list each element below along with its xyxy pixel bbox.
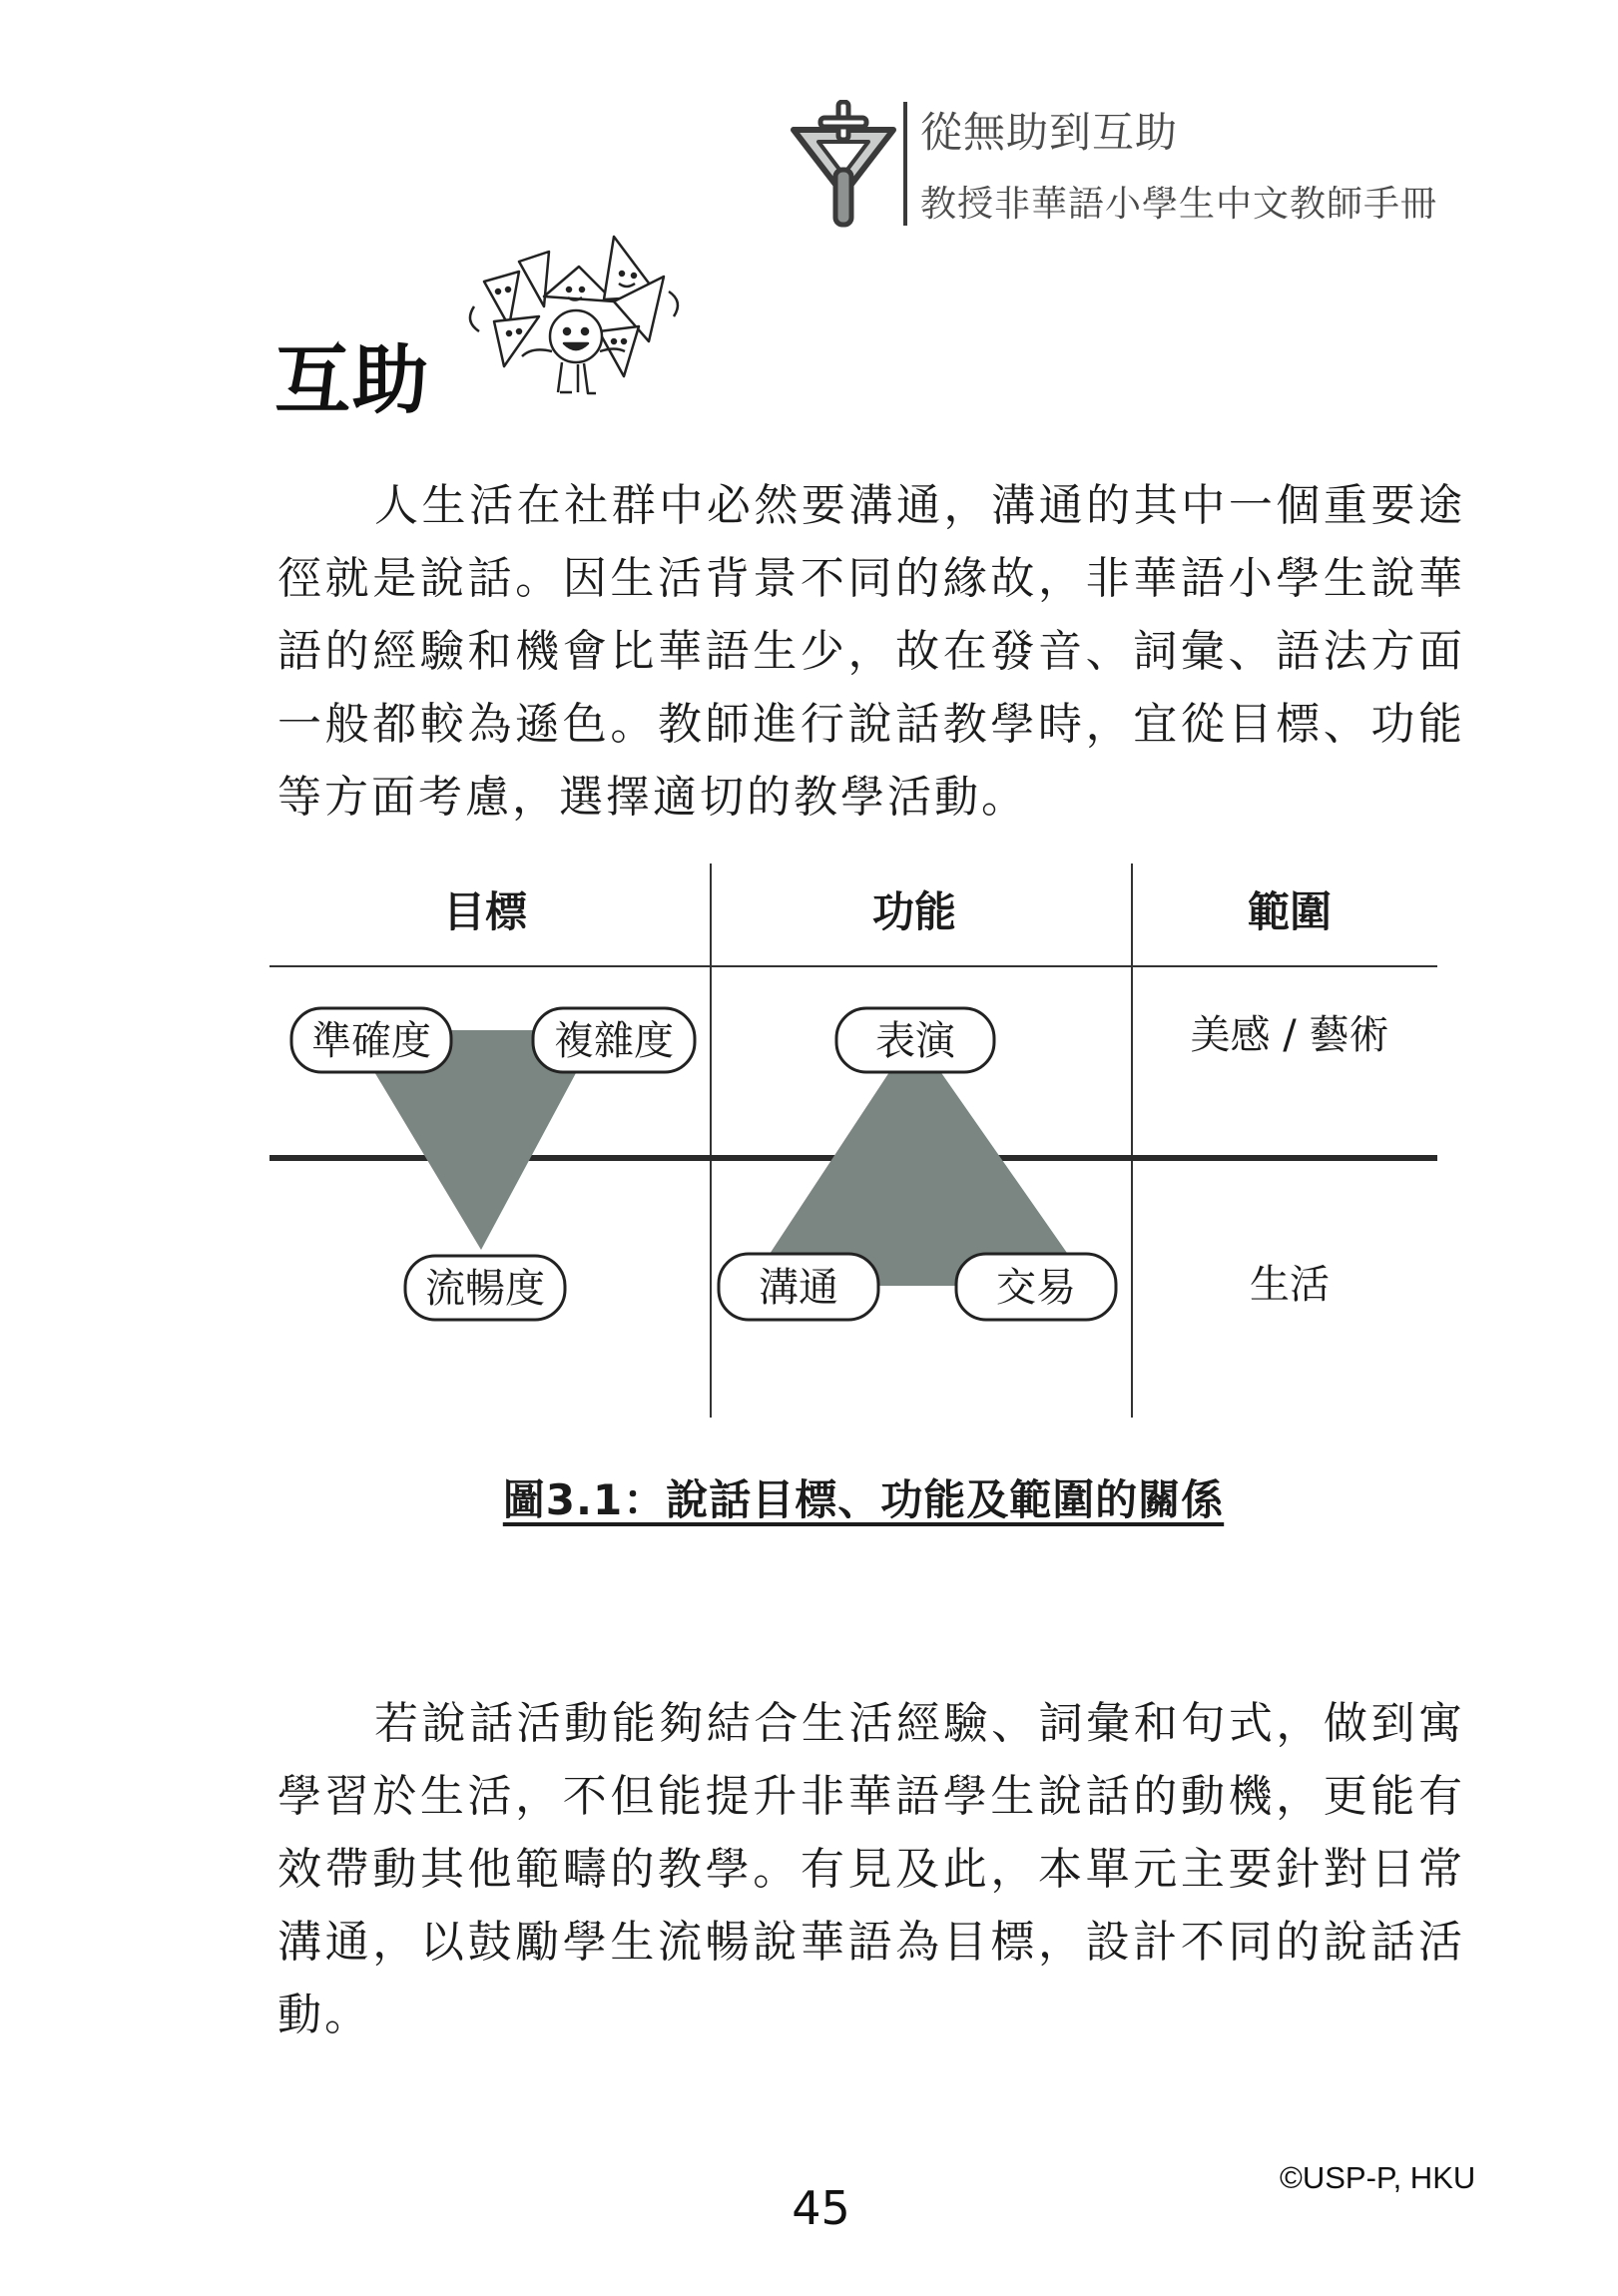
intro-paragraph: 人生活在社群中必然要溝通，溝通的其中一個重要途徑就是說話。因生活背景不同的緣故，非華語小學生說華語的經驗和機會比華語生少，故在發音、詞彙、語法方面一般都較為遜色。教師進行說話教學時，宜從目標、功能等方面考慮，選擇適切的教學活動。: [277, 480, 1465, 823]
header-function: 功能: [871, 887, 957, 936]
label-complexity: [533, 1008, 695, 1072]
speaking-goals-functions-scope-diagram: [270, 859, 1467, 1418]
svg-text:交易: 交易: [996, 1265, 1076, 1311]
header-scope: 範圍: [1247, 887, 1333, 936]
svg-text:流暢度: 流暢度: [425, 1266, 545, 1312]
copyright-notice: ©USP-P, HKU: [1280, 2160, 1476, 2195]
handbook-logo-icon: [789, 100, 898, 230]
label-transaction: [956, 1254, 1116, 1320]
book-subtitle: 教授非華語小學生中文教師手冊: [920, 184, 1438, 225]
svg-text:複雜度: 複雜度: [554, 1018, 674, 1064]
figure-caption: 圖3.1：說話目標、功能及範圍的關係: [502, 1475, 1225, 1524]
triangle-mascots-illustration: [464, 232, 694, 411]
body-paragraph: 若說話活動能夠結合生活經驗、詞彙和句式，做到寓學習於生活，不但能提升非華語學生說話的動機，更能有效帶動其他範疇的教學。有見及此，本單元主要針對日常溝通，以鼓勵學生流暢說華語為目標，設計不同的說話活動。: [277, 1698, 1465, 2040]
svg-text:表演: 表演: [875, 1018, 955, 1064]
book-title: 從無助到互助: [920, 108, 1179, 157]
svg-text:準確度: 準確度: [311, 1018, 431, 1064]
section-title: 互助: [274, 335, 430, 424]
label-communication: [719, 1254, 878, 1320]
page-number: 45: [792, 2181, 850, 2235]
label-accuracy: [291, 1008, 451, 1072]
header-goal: 目標: [442, 887, 528, 936]
header-divider: [903, 102, 907, 226]
scope-upper: 美感 / 藝術: [1190, 1012, 1389, 1058]
label-performance: [836, 1008, 994, 1072]
svg-text:溝通: 溝通: [759, 1265, 838, 1311]
scope-lower: 生活: [1250, 1262, 1330, 1308]
label-fluency: [405, 1256, 565, 1320]
